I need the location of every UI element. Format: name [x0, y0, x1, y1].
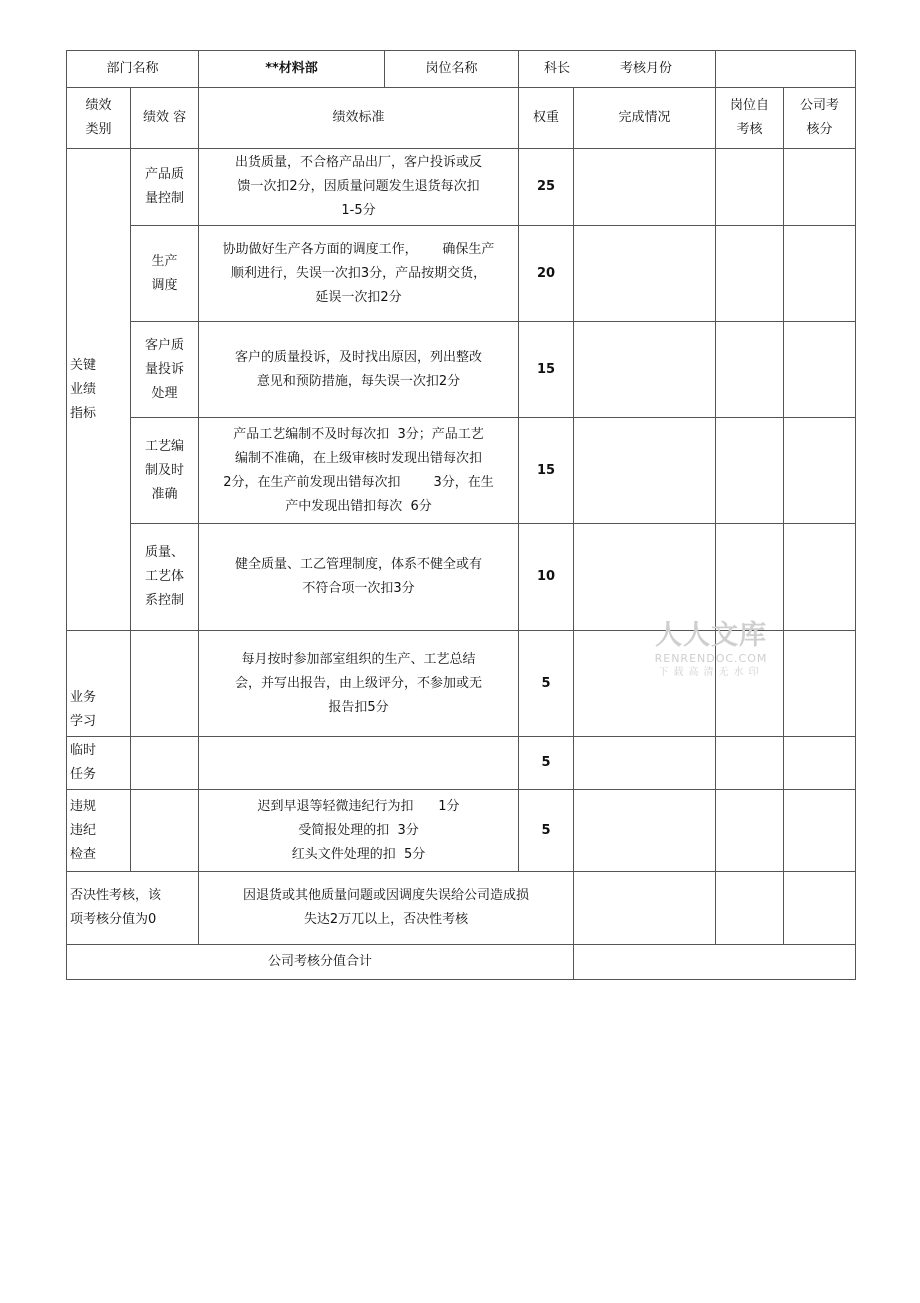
self-score-cell[interactable] [716, 872, 784, 945]
weight-cell: 15 [519, 418, 574, 524]
dept-value: **材料部 [199, 51, 385, 88]
self-score-cell[interactable] [716, 418, 784, 524]
item-cell [131, 631, 199, 737]
weight-cell: 5 [519, 737, 574, 790]
self-score-cell[interactable] [716, 631, 784, 737]
item-cell: 客户质 量投诉 处理 [131, 322, 199, 418]
self-score-cell[interactable] [716, 737, 784, 790]
col-category: 绩效 类别 [67, 88, 131, 149]
post-value: 科长 [544, 61, 571, 76]
self-score-cell[interactable] [716, 149, 784, 226]
column-header-row [67, 88, 856, 149]
category-temp: 临时 任务 [67, 737, 131, 790]
completion-cell[interactable] [574, 226, 716, 322]
table-row [67, 418, 856, 524]
standard-cell: 客户的质量投诉，及时找出原因，列出整改 意见和预防措施，每失误一次扣2分 [199, 322, 519, 418]
table-row [67, 226, 856, 322]
total-label: 公司考核分值合计 [67, 945, 574, 980]
table-row [67, 149, 856, 226]
table-row [67, 322, 856, 418]
category-violation: 违规 违纪 检查 [67, 790, 131, 872]
company-score-cell[interactable] [784, 149, 856, 226]
appraisal-table [66, 50, 856, 980]
month-value [716, 51, 856, 88]
veto-standard: 因退货或其他质量问题或因调度失误给公司造成损 失达2万兀以上，否决性考核 [199, 872, 574, 945]
company-score-cell[interactable] [784, 226, 856, 322]
weight-cell: 15 [519, 322, 574, 418]
veto-label: 否决性考核，该 项考核分值为0 [67, 872, 199, 945]
col-standard: 绩效标准 [199, 88, 519, 149]
completion-cell[interactable] [574, 418, 716, 524]
total-row [67, 945, 856, 980]
post-month-cell [519, 51, 716, 88]
standard-cell: 健全质量、工乙管理制度，体系不健全或有 不符合项一次扣3分 [199, 524, 519, 631]
company-score-cell[interactable] [784, 418, 856, 524]
standard-cell [199, 737, 519, 790]
item-cell: 工艺编 制及时 准确 [131, 418, 199, 524]
weight-cell: 25 [519, 149, 574, 226]
company-score-cell[interactable] [784, 524, 856, 631]
company-score-cell[interactable] [784, 872, 856, 945]
company-score-cell[interactable] [784, 631, 856, 737]
category-key: 关键 业绩 指标 [67, 149, 131, 631]
weight-cell: 10 [519, 524, 574, 631]
completion-cell[interactable] [574, 149, 716, 226]
item-cell: 质量、 工艺体 系控制 [131, 524, 199, 631]
completion-cell[interactable] [574, 790, 716, 872]
standard-cell: 迟到早退等轻微违纪行为扣 1分 受简报处理的扣 3分 红头文件处理的扣 5分 [199, 790, 519, 872]
self-score-cell[interactable] [716, 322, 784, 418]
completion-cell[interactable] [574, 322, 716, 418]
veto-row [67, 872, 856, 945]
standard-cell: 每月按时参加部室组织的生产、工艺总结 会，并写出报告，由上级评分，不参加或无 报告扣5分 [199, 631, 519, 737]
col-content: 绩效 容 [131, 88, 199, 149]
month-label: 考核月份 [620, 61, 673, 76]
col-company-score: 公司考 核分 [784, 88, 856, 149]
watermark-site: RENRENDOC.COM [654, 652, 768, 665]
category-study: 业务 学习 [67, 631, 131, 737]
completion-cell[interactable] [574, 524, 716, 631]
weight-cell: 5 [519, 631, 574, 737]
standard-cell: 产品工艺编制不及时每次扣 3分；产品工艺 编制不准确，在上级审核时发现出错每次扣 2分，在生产前发现出错每次扣 3分，在生 产中发现出错扣每次 6分 [199, 418, 519, 524]
table-row [67, 737, 856, 790]
col-completion: 完成情况 [574, 88, 716, 149]
table-row [67, 524, 856, 631]
header-row [67, 51, 856, 88]
company-score-cell[interactable] [784, 737, 856, 790]
standard-cell: 协助做好生产各方面的调度工作， 确保生产 顺利进行，失误一次扣3分，产品按期交货， 延误一次扣2分 [199, 226, 519, 322]
standard-cell: 出货质量，不合格产品出厂，客户投诉或反 馈一次扣2分，因质量问题发生退货每次扣 1-5分 [199, 149, 519, 226]
watermark-title: 人人文库 [655, 620, 767, 651]
company-score-cell[interactable] [784, 322, 856, 418]
col-self-score: 岗位自 考核 [716, 88, 784, 149]
total-value[interactable] [574, 945, 856, 980]
item-cell: 产品质 量控制 [131, 149, 199, 226]
table-row [67, 631, 856, 737]
item-cell [131, 790, 199, 872]
dept-label: 部门名称 [67, 51, 199, 88]
item-cell [131, 737, 199, 790]
weight-cell: 20 [519, 226, 574, 322]
self-score-cell[interactable] [716, 790, 784, 872]
self-score-cell[interactable] [716, 226, 784, 322]
completion-cell[interactable] [574, 631, 716, 737]
post-label: 岗位名称 [385, 51, 519, 88]
completion-cell[interactable] [574, 737, 716, 790]
item-cell: 生产 调度 [131, 226, 199, 322]
company-score-cell[interactable] [784, 790, 856, 872]
col-weight: 权重 [519, 88, 574, 149]
self-score-cell[interactable] [716, 524, 784, 631]
completion-cell[interactable] [574, 872, 716, 945]
table-row [67, 790, 856, 872]
watermark-sub: 下载高清无水印 [658, 667, 764, 678]
weight-cell: 5 [519, 790, 574, 872]
